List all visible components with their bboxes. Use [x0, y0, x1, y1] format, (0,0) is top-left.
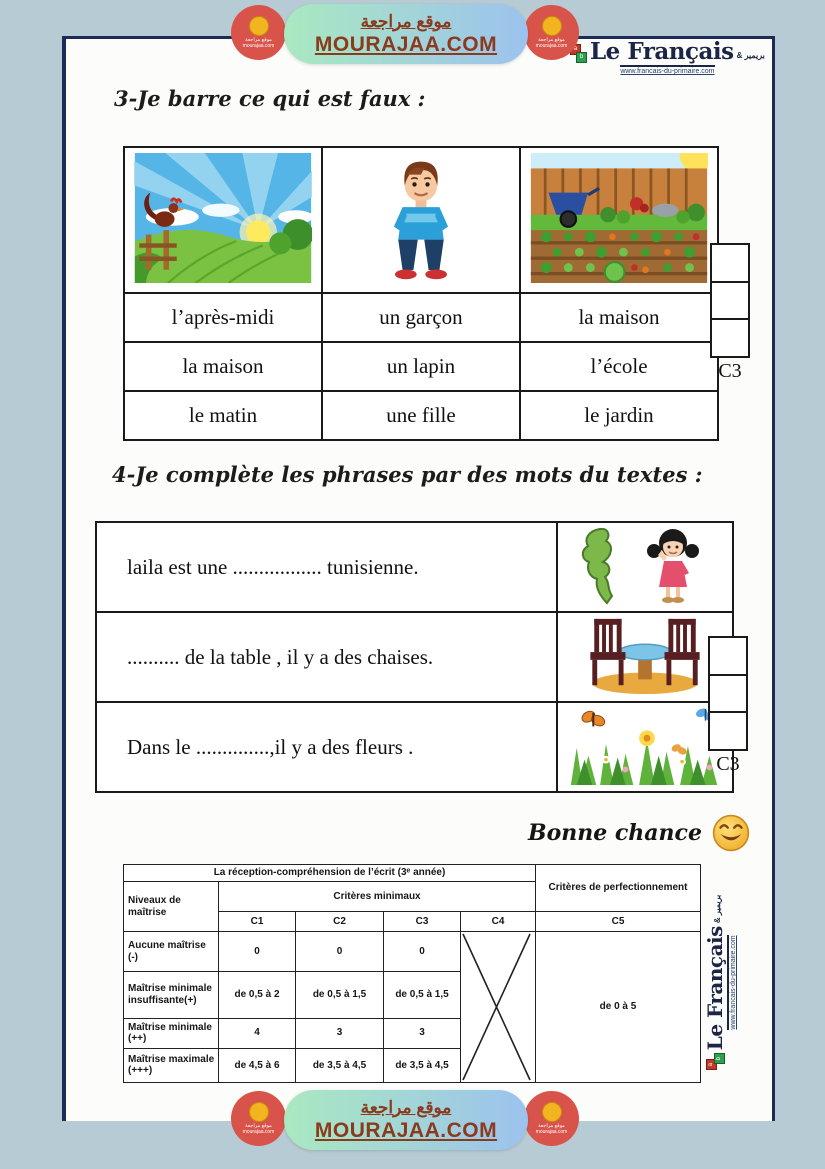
boy-image [361, 153, 481, 283]
badge-site-label: mourajaa.com [535, 43, 568, 49]
grading-value: 0 [219, 932, 296, 972]
grading-value: 4 [219, 1018, 296, 1048]
score-box[interactable] [708, 636, 748, 676]
word-cell[interactable]: le matin [124, 391, 322, 440]
badge-arabic-label: موقع مراجعة [538, 1123, 565, 1129]
word-cell[interactable]: l’après-midi [124, 293, 322, 342]
banner-site-link[interactable]: MOURAJAA.COM [314, 33, 498, 57]
grading-value: 3 [296, 1018, 384, 1048]
logo-title: Le Français [703, 926, 727, 1051]
girl-icon [647, 529, 699, 603]
grading-value: de 0,5 à 1,5 [296, 972, 384, 1018]
exercise3-title: 3-Je barre ce qui est faux : [114, 86, 426, 111]
table-and-chairs-image [575, 615, 715, 695]
score-box[interactable] [708, 674, 748, 714]
grading-col-levels: Niveaux de maîtrise [124, 882, 219, 932]
butterfly-icon [580, 709, 606, 728]
alphabet-cubes-icon: a b [570, 44, 587, 63]
criterion-header: C4 [461, 912, 536, 932]
word-cell[interactable]: l’école [520, 342, 718, 391]
mourajaa-banner-top[interactable] [284, 4, 528, 64]
crossed-out-cell [461, 932, 536, 1083]
grading-title: La réception-compréhension de l’écrit (3ᵉ année) [124, 865, 536, 882]
criterion-label: C3 [718, 360, 742, 382]
banner-site-link[interactable]: MOURAJAA.COM [314, 1119, 498, 1143]
grading-col-perfectionnement: Critères de perfectionnement [536, 865, 701, 912]
sentence-cell[interactable]: laila est une ................. tunisienne. [96, 522, 557, 612]
good-luck-text: Bonne chance [528, 820, 702, 846]
smiley-icon [712, 814, 750, 852]
word-cell[interactable]: la maison [124, 342, 322, 391]
badge-arabic-label: موقع مراجعة [245, 37, 272, 43]
score-box[interactable] [708, 711, 748, 751]
le-francais-logo [570, 40, 765, 75]
logo-tagline: www.francais-du-primaire.com [727, 935, 737, 1029]
image-cell [124, 147, 322, 293]
book-icon [542, 16, 562, 36]
chair-icon [590, 618, 625, 684]
grading-value: de 0,5 à 2 [219, 972, 296, 1018]
grading-value: de 3,5 à 4,5 [296, 1048, 384, 1082]
banner-arabic-title: موقع مراجعة [360, 1097, 452, 1117]
grading-row-label: Maîtrise maximale (+++) [124, 1048, 219, 1082]
criterion-header: C2 [296, 912, 384, 932]
word-cell[interactable]: la maison [520, 293, 718, 342]
grading-col-minimaux: Critères minimaux [219, 882, 536, 912]
badge-arabic-label: موقع مراجعة [245, 1123, 272, 1129]
image-cell [520, 147, 718, 293]
grading-table [123, 864, 701, 1083]
score-boxes-ex4 [706, 636, 750, 776]
word-cell[interactable]: un garçon [322, 293, 520, 342]
mourajaa-badge-top-right [524, 5, 579, 60]
book-icon [542, 1102, 562, 1122]
criterion-label: C3 [716, 753, 740, 775]
grading-row-label: Aucune maîtrise (-) [124, 932, 219, 972]
word-cell[interactable]: un lapin [322, 342, 520, 391]
book-icon [249, 1102, 269, 1122]
criterion-header: C5 [536, 912, 701, 932]
chair-icon [665, 618, 700, 684]
mourajaa-badge-bottom-left [231, 1091, 286, 1146]
word-cell[interactable]: le jardin [520, 391, 718, 440]
grading-value: de 0,5 à 1,5 [384, 972, 461, 1018]
exercise4-title: 4-Je complète les phrases par des mots du textes : [112, 462, 703, 487]
book-icon [249, 16, 269, 36]
vegetable-garden-image [530, 153, 708, 283]
grading-value: 0 [296, 932, 384, 972]
score-box[interactable] [710, 281, 750, 321]
grading-row-label: Maîtrise minimale insuffisante(+) [124, 972, 219, 1018]
logo-suffix: & بريمير [713, 894, 722, 924]
good-luck-note [528, 814, 750, 852]
criterion-header: C1 [219, 912, 296, 932]
mourajaa-badge-bottom-right [524, 1091, 579, 1146]
flowers-and-butterflies-image [565, 705, 725, 785]
badge-arabic-label: موقع مراجعة [538, 37, 565, 43]
grading-row-label: Maîtrise minimale (++) [124, 1018, 219, 1048]
sentence-cell[interactable]: Dans le ..............,il y a des fleurs . [96, 702, 557, 792]
image-cell [322, 147, 520, 293]
badge-site-label: mourajaa.com [535, 1129, 568, 1135]
image-cell [557, 522, 733, 612]
sentence-cell[interactable]: .......... de la table , il y a des chaises. [96, 612, 557, 702]
logo-title: Le Français [590, 38, 734, 65]
grading-value: 0 [384, 932, 461, 972]
logo-suffix: & بريمير [736, 51, 765, 60]
grading-value: de 4,5 à 6 [219, 1048, 296, 1082]
grading-c5-value: de 0 à 5 [536, 932, 701, 1083]
badge-site-label: mourajaa.com [242, 43, 275, 49]
butterfly-icon [670, 742, 688, 755]
tunisia-map-and-girl-image [570, 525, 720, 605]
le-francais-logo-vertical [705, 880, 747, 1085]
badge-site-label: mourajaa.com [242, 1129, 275, 1135]
grading-value: de 3,5 à 4,5 [384, 1048, 461, 1082]
logo-tagline: www.francais-du-primaire.com [620, 65, 714, 75]
sunrise-countryside-image [134, 153, 312, 283]
exercise3-table [123, 146, 719, 441]
tunisia-map-icon [583, 528, 612, 602]
criterion-header: C3 [384, 912, 461, 932]
score-box[interactable] [710, 318, 750, 358]
score-boxes-ex3 [708, 243, 752, 383]
mourajaa-banner-bottom[interactable] [284, 1090, 528, 1150]
alphabet-cubes-icon: a b [706, 1053, 725, 1070]
exercise4-table [95, 521, 734, 793]
word-cell[interactable]: une fille [322, 391, 520, 440]
mourajaa-badge-top-left [231, 5, 286, 60]
grading-value: 3 [384, 1018, 461, 1048]
score-box[interactable] [710, 243, 750, 283]
banner-arabic-title: موقع مراجعة [360, 11, 452, 31]
